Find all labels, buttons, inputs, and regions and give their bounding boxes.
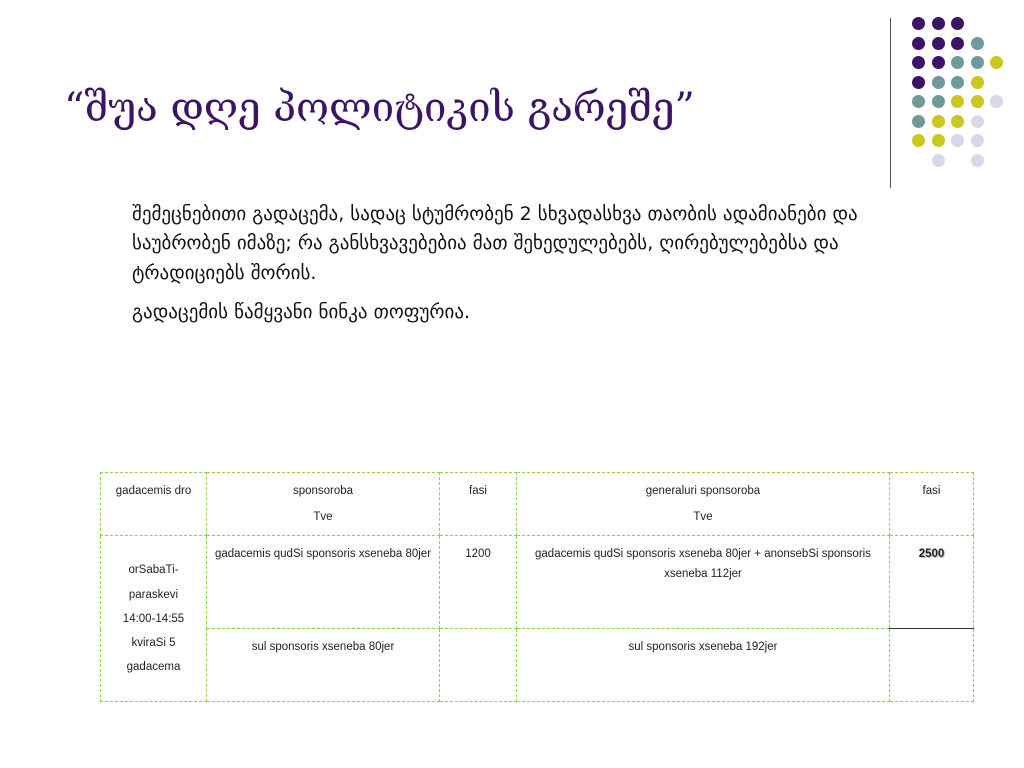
slide-title: “შუა დღე პოლიტიკის გარეშე” (64, 85, 695, 131)
decorative-dot (912, 17, 925, 30)
time-slot-weekly-line1: kviraSi 5 (131, 636, 176, 649)
time-slot-days-line2: paraskevi (128, 588, 179, 601)
sponsorship-total-cell: sul sponsoris xseneba 80jer (207, 629, 440, 702)
table-row (101, 629, 974, 702)
time-slot-cell (101, 536, 207, 702)
decorative-dot (932, 56, 945, 69)
time-slot-weekly-line2: gadacema (126, 660, 181, 673)
decorative-dot (990, 95, 1003, 108)
decorative-dot (912, 95, 925, 108)
sponsorship-table (100, 472, 974, 702)
header-general-price: fasi (890, 473, 974, 536)
table-row (101, 536, 974, 629)
host-paragraph: გადაცემის წამყვანი ნინკა თოფურია. (132, 301, 471, 324)
table-header-row (101, 473, 974, 536)
decorative-dot (971, 154, 984, 167)
decorative-dot (971, 134, 984, 147)
decorative-dot (971, 56, 984, 69)
price-empty-cell (440, 629, 517, 702)
decorative-dot (951, 76, 964, 89)
header-sponsorship-label: sponsoroba (292, 485, 354, 497)
sponsorship-cell: gadacemis qudSi sponsoris xseneba 80jer (207, 536, 440, 629)
header-general-sponsorship-unit: Tve (693, 511, 713, 524)
decorative-dot (932, 95, 945, 108)
decorative-dot (971, 76, 984, 89)
header-general-sponsorship (517, 473, 890, 536)
decorative-dot (932, 154, 945, 167)
decorative-dot (951, 95, 964, 108)
decorative-dot (951, 134, 964, 147)
decorative-dot (912, 76, 925, 89)
decorative-dot (951, 56, 964, 69)
decorative-dot (932, 37, 945, 50)
decorative-dot (971, 95, 984, 108)
decorative-dot (951, 115, 964, 128)
header-broadcast-time: gadacemis dro (101, 473, 207, 536)
general-price-cell: 2500 (890, 536, 974, 629)
header-sponsorship-unit: Tve (313, 511, 333, 524)
general-sponsorship-total-cell: sul sponsoris xseneba 192jer (517, 629, 890, 702)
decorative-dot (951, 17, 964, 30)
decorative-dot (951, 37, 964, 50)
decorative-dot (971, 37, 984, 50)
decorative-dot (971, 115, 984, 128)
slide-body (132, 200, 912, 338)
header-general-sponsorship-label: generaluri sponsoroba (645, 485, 761, 497)
time-slot-hours: 14:00-14:55 (122, 612, 185, 625)
description-paragraph: შემეცნებითი გადაცემა, სადაც სტუმრობენ 2 სხვადასხვა თაობის ადამიანები და საუბრობენ იმაზე; რა განსხვავებებია მათ შეხედულებებს, ღირებულებებსა და ტრადიციებს შორის. (132, 203, 858, 284)
general-sponsorship-cell: gadacemis qudSi sponsoris xseneba 80jer + anonsebSi sponsoris xseneba 112jer (517, 536, 890, 629)
header-price: fasi (440, 473, 517, 536)
price-cell: 1200 (440, 536, 517, 629)
title-divider-line (890, 18, 891, 188)
decorative-dot (932, 17, 945, 30)
header-sponsorship (207, 473, 440, 536)
decorative-dot (990, 56, 1003, 69)
decorative-dot (932, 115, 945, 128)
decorative-dot (912, 37, 925, 50)
decorative-dot (912, 56, 925, 69)
decorative-dot-grid (904, 14, 1014, 174)
decorative-dot (932, 76, 945, 89)
decorative-dot (912, 134, 925, 147)
decorative-dot (912, 115, 925, 128)
decorative-dot (932, 134, 945, 147)
time-slot-days-line1: orSabaTi- (128, 564, 179, 577)
general-price-empty-cell (890, 629, 974, 702)
